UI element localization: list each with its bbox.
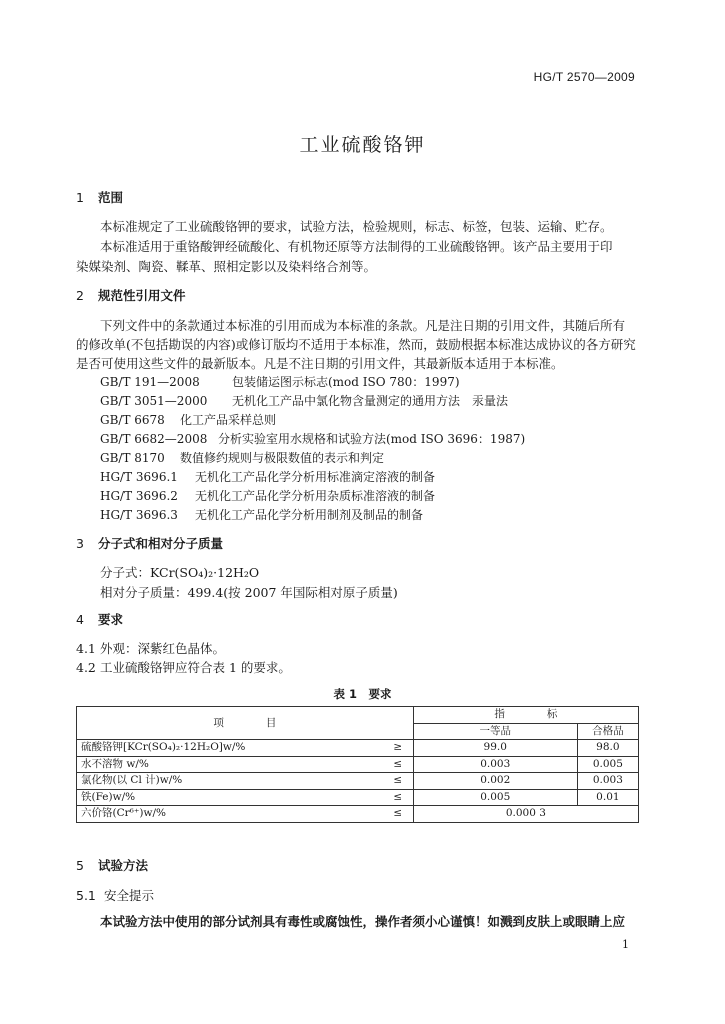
section-4-heading <box>76 610 123 628</box>
row-item: 水不溶物 w/% <box>77 756 383 773</box>
section-number: 4 <box>76 612 84 627</box>
clause-text: 外观：深紫红色晶体。 <box>100 641 226 656</box>
row-comparator: ≤ <box>383 773 414 790</box>
row-merged-value: 0.000 3 <box>413 806 638 823</box>
row-first-grade: 99.0 <box>413 740 577 757</box>
row-first-grade: 0.002 <box>413 773 577 790</box>
reference-title: 无机化工产品化学分析用标准滴定溶液的制备 <box>195 470 436 484</box>
section-title: 要求 <box>98 612 124 627</box>
table-row <box>77 756 639 773</box>
requirements-table <box>76 706 639 823</box>
reference-item <box>100 487 435 504</box>
reference-item <box>100 449 384 466</box>
row-qualified-grade: 0.01 <box>577 789 638 806</box>
row-first-grade: 0.005 <box>413 789 577 806</box>
reference-title: 无机化工产品化学分析用杂质标准溶液的制备 <box>195 489 436 503</box>
section-title: 范围 <box>98 190 124 205</box>
column-header-qualified-grade: 合格品 <box>577 723 638 740</box>
section-number: 5 <box>76 858 84 873</box>
reference-title: 分析实验室用水规格和试验方法(mod ISO 3696：1987) <box>218 432 526 446</box>
reference-item <box>100 411 276 428</box>
row-first-grade: 0.003 <box>413 756 577 773</box>
scope-paragraph-1: 本标准规定了工业硫酸铬钾的要求，试验方法，检验规则，标志、标签，包装、运输、贮存。 <box>100 219 613 234</box>
clause-4-2 <box>76 658 291 676</box>
safety-paragraph: 本试验方法中使用的部分试剂具有毒性或腐蚀性，操作者须小心谨慎！如溅到皮肤上或眼睛上应 <box>100 914 626 929</box>
column-header-item: 项 目 <box>77 707 414 740</box>
section-5-heading <box>76 856 148 874</box>
table-row <box>77 789 639 806</box>
section-title: 规范性引用文件 <box>98 288 186 303</box>
reference-item <box>100 468 435 485</box>
reference-item <box>100 506 423 523</box>
section-2-heading <box>76 286 186 304</box>
clause-number: 4.2 <box>76 660 96 675</box>
clause-number: 4.1 <box>76 641 96 656</box>
reference-item <box>100 373 460 390</box>
molecular-weight: 相对分子质量：499.4(按 2007 年国际相对原子质量) <box>100 585 398 600</box>
clause-4-1 <box>76 639 225 657</box>
section-1-heading <box>76 188 123 206</box>
row-comparator: ≤ <box>383 789 414 806</box>
reference-title: 化工产品采样总则 <box>180 413 277 427</box>
section-number: 2 <box>76 288 84 303</box>
page-number: 1 <box>622 938 629 951</box>
scope-paragraph-2-line-1: 本标准适用于重铬酸钾经硫酸化、有机物还原等方法制得的工业硫酸铬钾。该产品主要用于印 <box>100 239 613 254</box>
table-header-row <box>77 707 639 724</box>
formula-label: 分子式： <box>100 565 151 580</box>
table-caption: 表 1 要求 <box>333 687 392 701</box>
column-header-first-grade: 一等品 <box>413 723 577 740</box>
row-comparator: ≥ <box>383 740 414 757</box>
row-comparator: ≤ <box>383 756 414 773</box>
subsection-number: 5.1 <box>76 888 96 903</box>
document-title: 工业硫酸铬钾 <box>299 134 426 156</box>
scope-paragraph-2-line-2: 染媒染剂、陶瓷、鞣革、照相定影以及染料络合剂等。 <box>76 259 377 274</box>
row-item: 铁(Fe)w/% <box>77 789 383 806</box>
reference-item <box>100 430 525 447</box>
table-row <box>77 740 639 757</box>
row-qualified-grade: 0.003 <box>577 773 638 790</box>
row-item: 氯化物(以 Cl 计)w/% <box>77 773 383 790</box>
section-number: 3 <box>76 536 84 551</box>
refs-intro-line-1: 下列文件中的条款通过本标准的引用而成为本标准的条款。凡是注日期的引用文件，其随后所有 <box>100 318 626 333</box>
section-3-heading <box>76 534 223 552</box>
table-row <box>77 773 639 790</box>
section-number: 1 <box>76 190 84 205</box>
reference-code: GB/T 191—2008 <box>100 375 200 389</box>
table-row <box>77 806 639 823</box>
row-qualified-grade: 98.0 <box>577 740 638 757</box>
reference-code: HG/T 3696.2 <box>100 489 178 503</box>
reference-code: GB/T 6678 <box>100 413 165 427</box>
row-item: 硫酸铬钾[KCr(SO₄)₂·12H₂O]w/% <box>77 740 383 757</box>
row-item: 六价铬(Cr⁶⁺)w/% <box>77 806 383 823</box>
molecular-formula <box>100 563 259 581</box>
reference-title: 无机化工产品化学分析用制剂及制品的制备 <box>195 508 424 522</box>
reference-code: HG/T 3696.1 <box>100 470 178 484</box>
reference-item <box>100 392 508 409</box>
reference-title: 数值修约规则与极限数值的表示和判定 <box>180 451 385 465</box>
clause-text: 工业硫酸铬钾应符合表 1 的要求。 <box>100 660 291 675</box>
column-header-index: 指 标 <box>413 707 638 724</box>
reference-title: 无机化工产品中氯化物含量测定的通用方法 汞量法 <box>232 394 509 408</box>
reference-code: GB/T 3051—2000 <box>100 394 208 408</box>
refs-intro-line-3: 是否可使用这些文件的最新版本。凡是不注日期的引用文件，其最新版本适用于本标准。 <box>76 356 564 371</box>
formula-value: KCr(SO₄)₂·12H₂O <box>150 565 260 580</box>
refs-intro-line-2: 的修改单(不包括勘误的内容)或修订版均不适用于本标准，然而，鼓励根据本标准达成协议的各方研究 <box>76 337 636 352</box>
subsection-5-1-heading <box>76 886 154 904</box>
section-title: 试验方法 <box>98 858 149 873</box>
row-comparator: ≤ <box>383 806 414 823</box>
reference-code: HG/T 3696.3 <box>100 508 178 522</box>
subsection-title: 安全提示 <box>104 888 155 903</box>
row-qualified-grade: 0.005 <box>577 756 638 773</box>
reference-title: 包装储运图示标志(mod ISO 780：1997) <box>232 375 460 389</box>
reference-code: GB/T 8170 <box>100 451 165 465</box>
section-title: 分子式和相对分子质量 <box>98 536 224 551</box>
standard-code: HG/T 2570—2009 <box>533 70 635 84</box>
reference-code: GB/T 6682—2008 <box>100 432 208 446</box>
